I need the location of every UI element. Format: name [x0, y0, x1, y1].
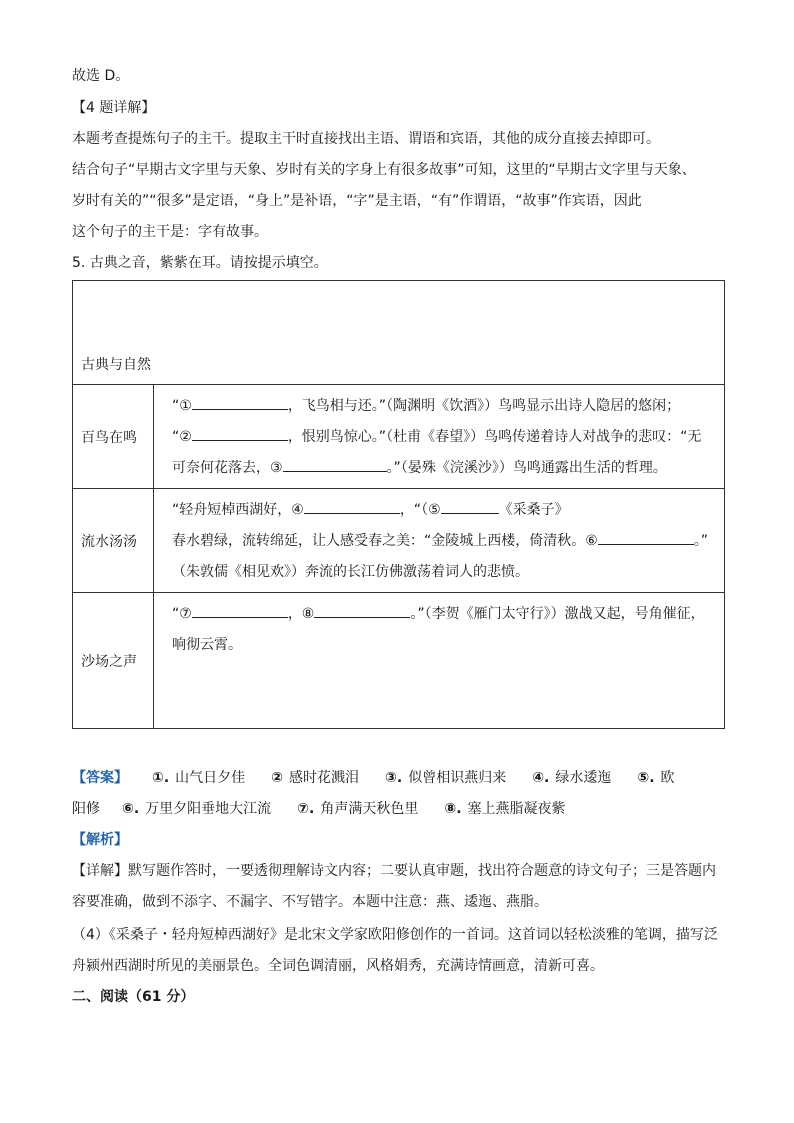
- text-run: 《采桑子》: [498, 502, 569, 518]
- paragraph-line: 这个句子的主干是：字有故事。: [72, 224, 268, 240]
- blank-6[interactable]: [598, 530, 694, 545]
- paragraph-line: 本题考查提炼句子的主干。提取主干时直接找出主语、谓语和宾语，其他的成分直接去掉即可。: [72, 131, 660, 147]
- paragraph-line: 结合句子“早期古文字里与天象、岁时有关的字身上有很多故事”可知，这里的“早期古文字里与天象、: [72, 162, 696, 178]
- blank-1[interactable]: [192, 395, 288, 410]
- fill-in-table: [72, 280, 725, 729]
- answer-num: ⑤.: [637, 770, 655, 786]
- row-label: 沙场之声: [73, 593, 154, 729]
- text-run: 。”（李贺《雁门太守行》）激战又起，号角催征，: [410, 606, 705, 622]
- blank-7[interactable]: [192, 603, 288, 618]
- text-run: 春水碧绿，流转绵延，让人感受春之美：“金陵城上西楼，倚清秋。⑥: [172, 533, 598, 549]
- row-label: 流水汤汤: [73, 489, 154, 593]
- question-title: 5. 古典之音，紫紫在耳。请按提示填空。: [72, 255, 328, 271]
- analysis-tag: 【解析】: [72, 832, 128, 848]
- table-row: [73, 385, 725, 489]
- answer-item: [271, 768, 359, 788]
- paragraph-line: （4）《采桑子・轻舟短棹西湖好》是北宋文学家欧阳修创作的一首词。这首词以轻松淡雅的笔调，描写泛: [72, 927, 718, 943]
- answer-text: 塞上燕脂凝夜紫: [467, 801, 566, 817]
- text-run: “轻舟短棹西湖好，④: [172, 502, 304, 518]
- question-tag: 【4 题详解】: [72, 100, 156, 116]
- paragraph-line: 岁时有关的”“很多”是定语，“身上”是补语，“字”是主语，“有”作谓语，“故事”作宾语，因此: [72, 193, 642, 209]
- table-header-text: 古典与自然: [81, 357, 151, 373]
- text-run: “①: [172, 398, 192, 414]
- paragraph-line: 舟颍州西湖时所见的美丽景色。全词色调清丽，风格娟秀，充满诗情画意，清新可喜。: [72, 958, 604, 974]
- section-title: 二、阅读（61 分）: [72, 989, 195, 1005]
- answer-item: [297, 799, 418, 819]
- answer-num: ①.: [152, 770, 170, 786]
- answer-num: ③.: [385, 770, 403, 786]
- answer-item: [152, 768, 245, 788]
- text-run: ，飞鸟相与还。”（陶渊明《饮酒》）鸟鸣显示出诗人隐居的悠闲；: [287, 398, 681, 414]
- answer-text: 万里夕阳垂地大江流: [145, 801, 272, 817]
- row-content: [154, 385, 725, 489]
- text-run: ，⑧: [287, 606, 315, 622]
- paragraph-line: 【详解】默写题作答时，一要透彻理解诗文内容；二要认真审题，找出符合题意的诗文句子；三是答题内: [72, 863, 716, 879]
- text-run: 响彻云霄。: [172, 637, 242, 653]
- blank-3[interactable]: [283, 457, 387, 472]
- answer-item: [532, 768, 611, 788]
- row-content: [154, 489, 725, 593]
- answer-num: ②: [271, 770, 284, 786]
- answer-num: ⑦.: [297, 801, 315, 817]
- paragraph-line: 容要准确，做到不添字、不漏字、不写错字。本题中注意：燕、逶迤、燕脂。: [72, 894, 548, 910]
- answer-tag: 【答案】: [72, 770, 128, 786]
- text-run: ，恨别鸟惊心。”（杜甫《春望》）鸟鸣传递着诗人对战争的悲叹：“无: [287, 429, 702, 445]
- answer-line: [72, 799, 592, 819]
- answer-text: 感时花溅泪: [289, 770, 360, 786]
- text-run: 。”（晏殊《浣溪沙》）鸟鸣通露出生活的哲理。: [386, 460, 667, 476]
- answer-text: 欧: [660, 770, 675, 786]
- answer-num: ⑥.: [122, 801, 140, 817]
- answer-item: [444, 799, 565, 819]
- blank-8[interactable]: [314, 603, 410, 618]
- table-row: [73, 593, 725, 729]
- text-run: 。”: [693, 533, 709, 549]
- answer-item: [637, 768, 674, 788]
- table-row: [73, 489, 725, 593]
- blank-5[interactable]: [441, 499, 499, 514]
- answer-item: [385, 768, 506, 788]
- answer-text: 似曾相识燕归来: [408, 770, 507, 786]
- blank-4[interactable]: [304, 499, 400, 514]
- text-run: ，“（⑤: [399, 502, 441, 518]
- answer-line: [72, 768, 675, 788]
- row-label: 百鸟在鸣: [73, 385, 154, 489]
- row-content: [154, 593, 725, 729]
- answer-text: 绿水逶迤: [555, 770, 612, 786]
- text-line: 故选 D。: [72, 68, 130, 84]
- answer-text: 角声满天秋色里: [320, 801, 419, 817]
- answer-text: 阳修: [72, 801, 100, 817]
- blank-2[interactable]: [192, 426, 288, 441]
- text-run: （朱敦儒《相见欢》）奔流的长江仿佛激荡着词人的悲愤。: [172, 564, 529, 580]
- text-run: “②: [172, 429, 192, 445]
- text-run: 可奈何花落去，③: [172, 460, 283, 476]
- answer-num: ⑧.: [444, 801, 462, 817]
- answer-num: ④.: [532, 770, 550, 786]
- text-run: “⑦: [172, 606, 192, 622]
- table-header: [73, 281, 725, 385]
- answer-text: 山气日夕佳: [175, 770, 246, 786]
- answer-item: [122, 799, 271, 819]
